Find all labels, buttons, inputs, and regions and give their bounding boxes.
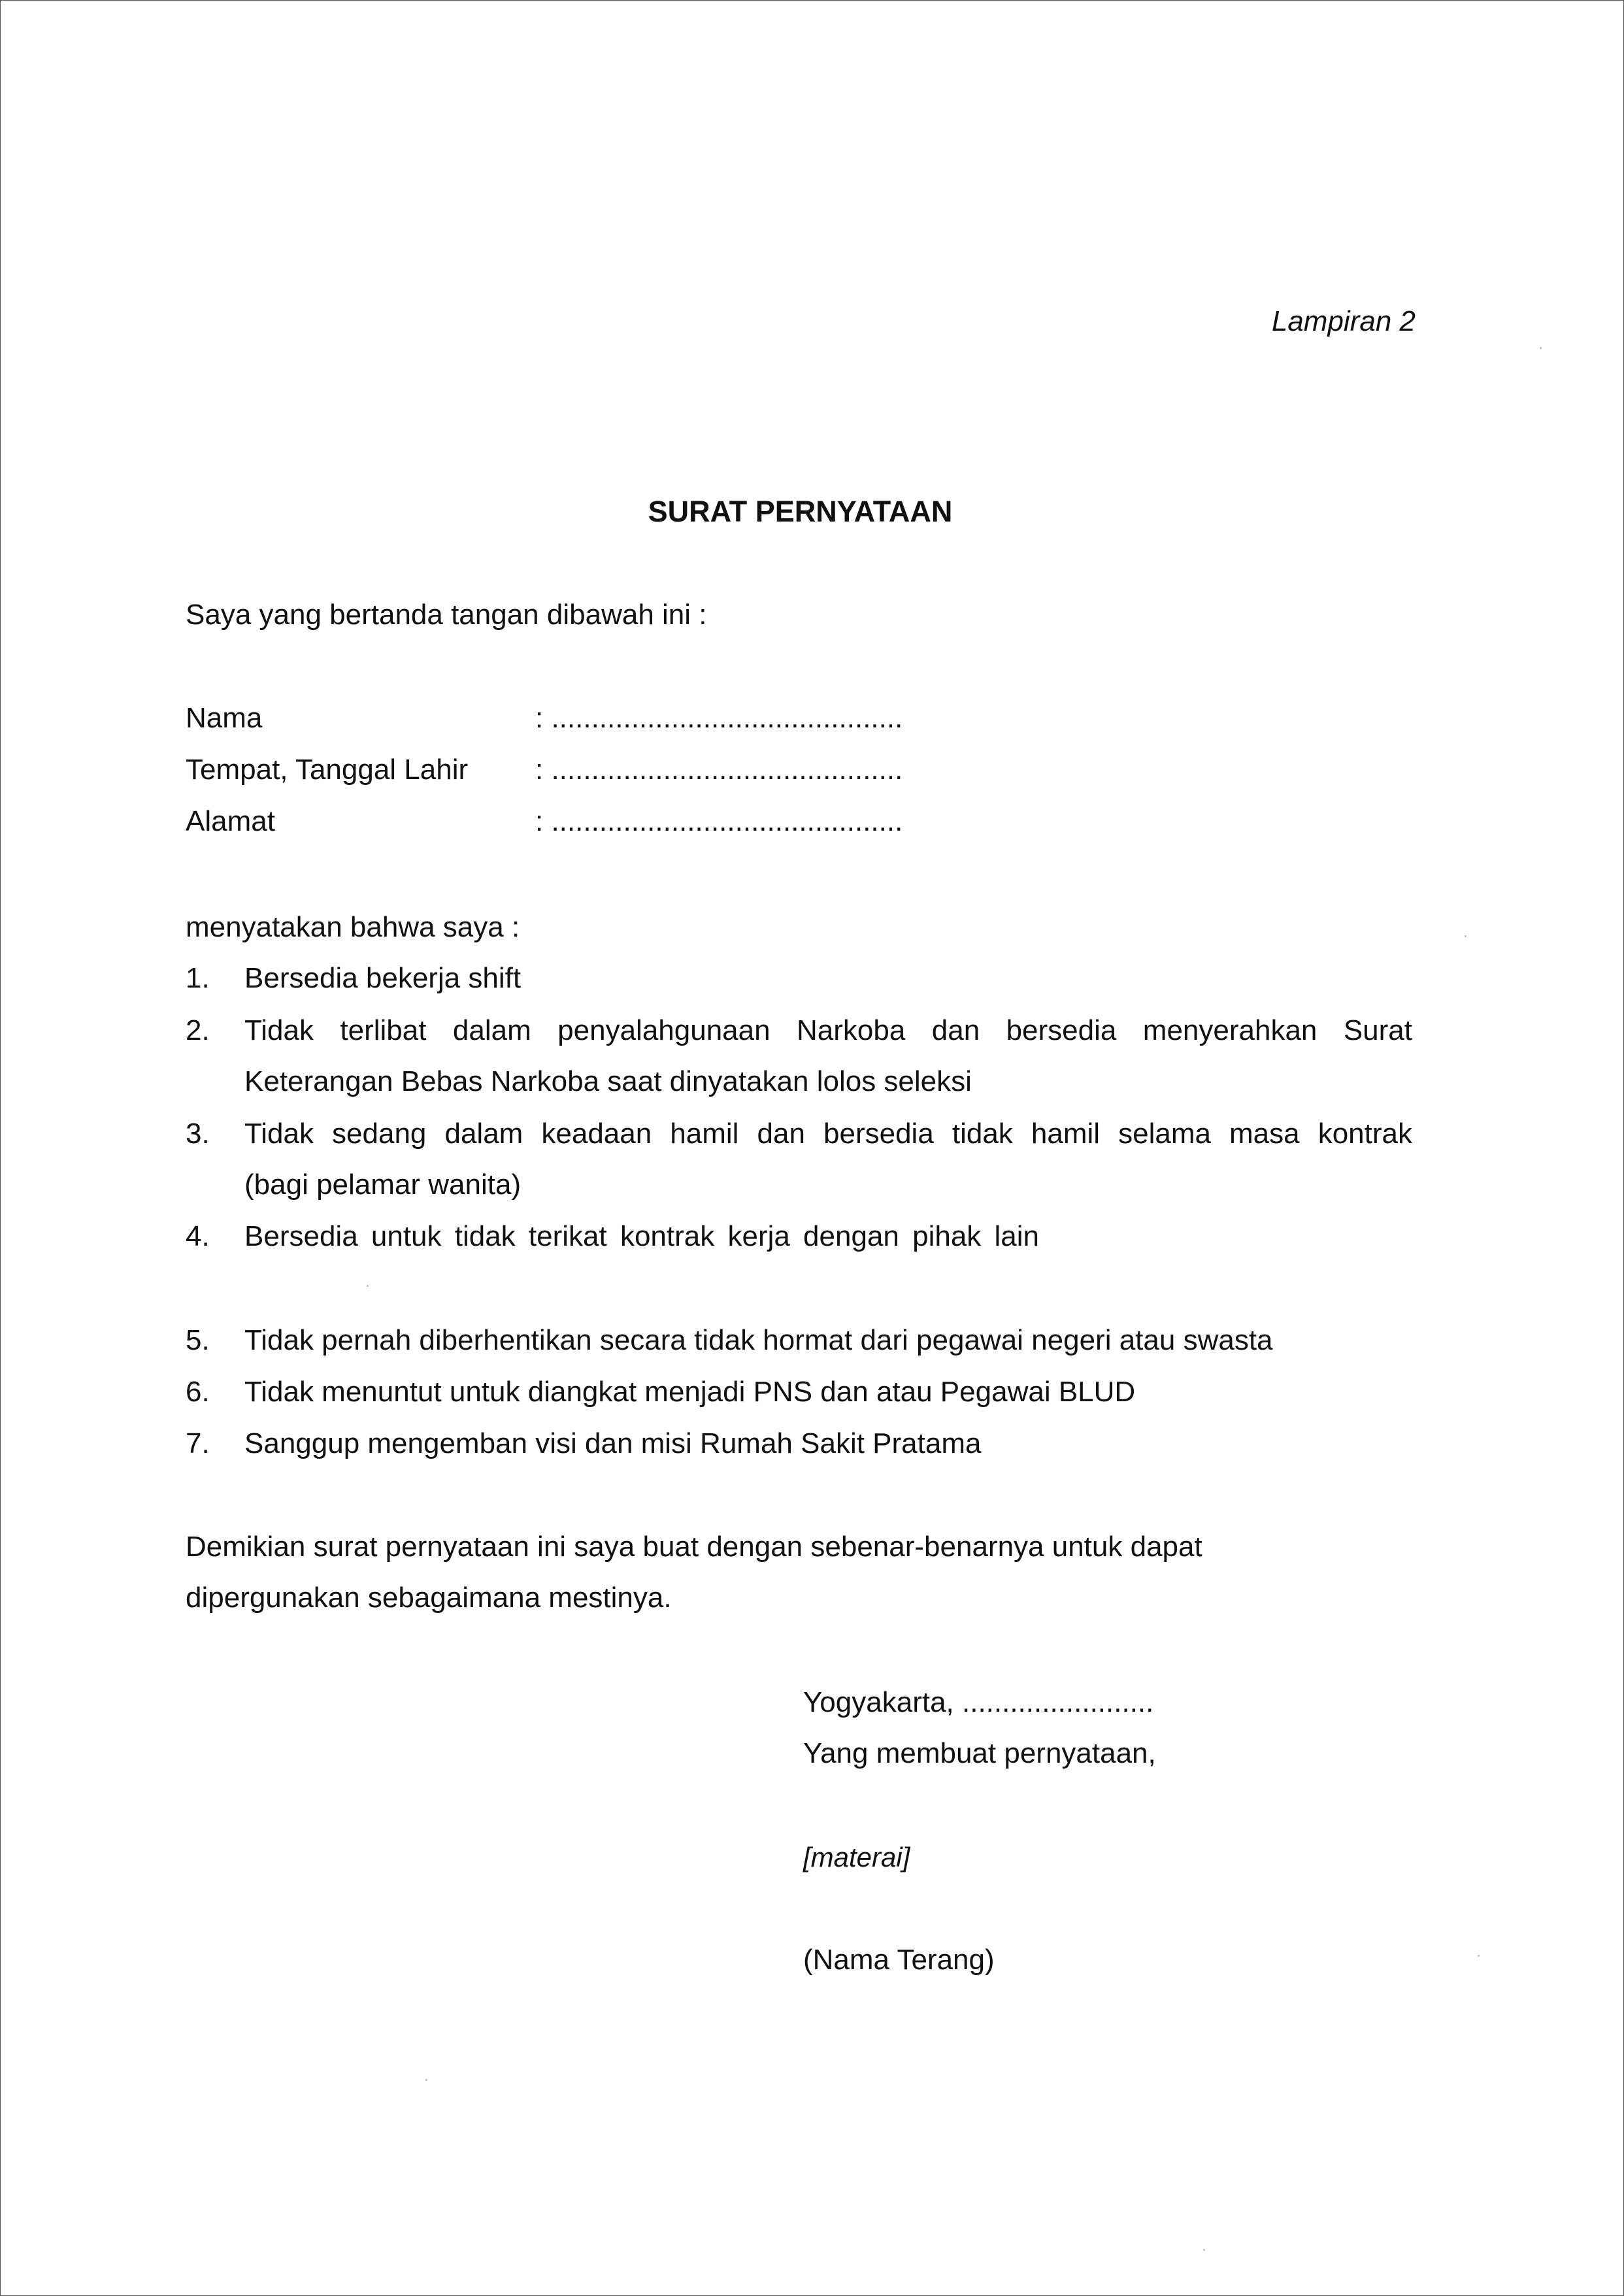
signature-place-date: Yogyakarta, ........................ [803, 1686, 1154, 1718]
list-item-number: 6. [186, 1376, 210, 1408]
list-item-text-continued: (bagi pelamar wanita) [244, 1169, 522, 1201]
list-item-number: 7. [186, 1427, 210, 1459]
list-item-number: 3. [186, 1118, 210, 1150]
field-value-ttl: : ............................................ [535, 754, 903, 786]
list-item-text: Bersedia untuk tidak terikat kontrak kerja dengan pihak lain [244, 1220, 1040, 1252]
field-label-nama: Nama [186, 702, 263, 734]
list-item-text: Tidak menuntut untuk diangkat menjadi PNS dan atau Pegawai BLUD [244, 1376, 1136, 1408]
list-item-number: 5. [186, 1324, 210, 1356]
list-item-text: Tidak sedang dalam keadaan hamil dan bersedia tidak hamil selama masa kontrak [244, 1118, 1412, 1150]
field-label-ttl: Tempat, Tanggal Lahir [186, 754, 469, 786]
field-label-alamat: Alamat [186, 805, 275, 837]
declares-text: menyatakan bahwa saya : [186, 911, 520, 943]
intro-text: Saya yang bertanda tangan dibawah ini : [186, 599, 707, 631]
field-value-alamat: : ............................................ [535, 805, 903, 837]
list-item-text: Tidak terlibat dalam penyalahgunaan Narkoba dan bersedia menyerahkan Surat [244, 1014, 1412, 1046]
closing-line-2: dipergunakan sebagaimana mestinya. [186, 1582, 672, 1614]
list-item-text: Bersedia bekerja shift [244, 962, 522, 994]
list-item-text: Tidak pernah diberhentikan secara tidak hormat dari pegawai negeri atau swasta [244, 1324, 1273, 1356]
scan-speck [1465, 935, 1467, 937]
closing-line-1: Demikian surat pernyataan ini saya buat dengan sebenar-benarnya untuk dapat [186, 1531, 1202, 1563]
attachment-label: Lampiran 2 [1271, 305, 1416, 337]
list-item-text-continued: Keterangan Bebas Narkoba saat dinyatakan lolos seleksi [244, 1065, 972, 1097]
stamp-placeholder: [materai] [803, 1842, 910, 1872]
scan-speck [1478, 1955, 1480, 1957]
field-value-nama: : ............................................ [535, 702, 903, 734]
scan-speck [1203, 2249, 1205, 2251]
page-title: SURAT PERNYATAAN [648, 495, 953, 528]
signature-name: (Nama Terang) [803, 1944, 995, 1976]
list-item-text: Sanggup mengemban visi dan misi Rumah Sakit Pratama [244, 1427, 982, 1459]
scan-speck [1540, 347, 1542, 349]
scan-speck [367, 1285, 369, 1287]
scan-speck [425, 2079, 427, 2081]
list-item-number: 1. [186, 962, 210, 994]
list-item-number: 2. [186, 1014, 210, 1046]
signature-maker: Yang membuat pernyataan, [803, 1737, 1156, 1769]
list-item-number: 4. [186, 1220, 210, 1252]
